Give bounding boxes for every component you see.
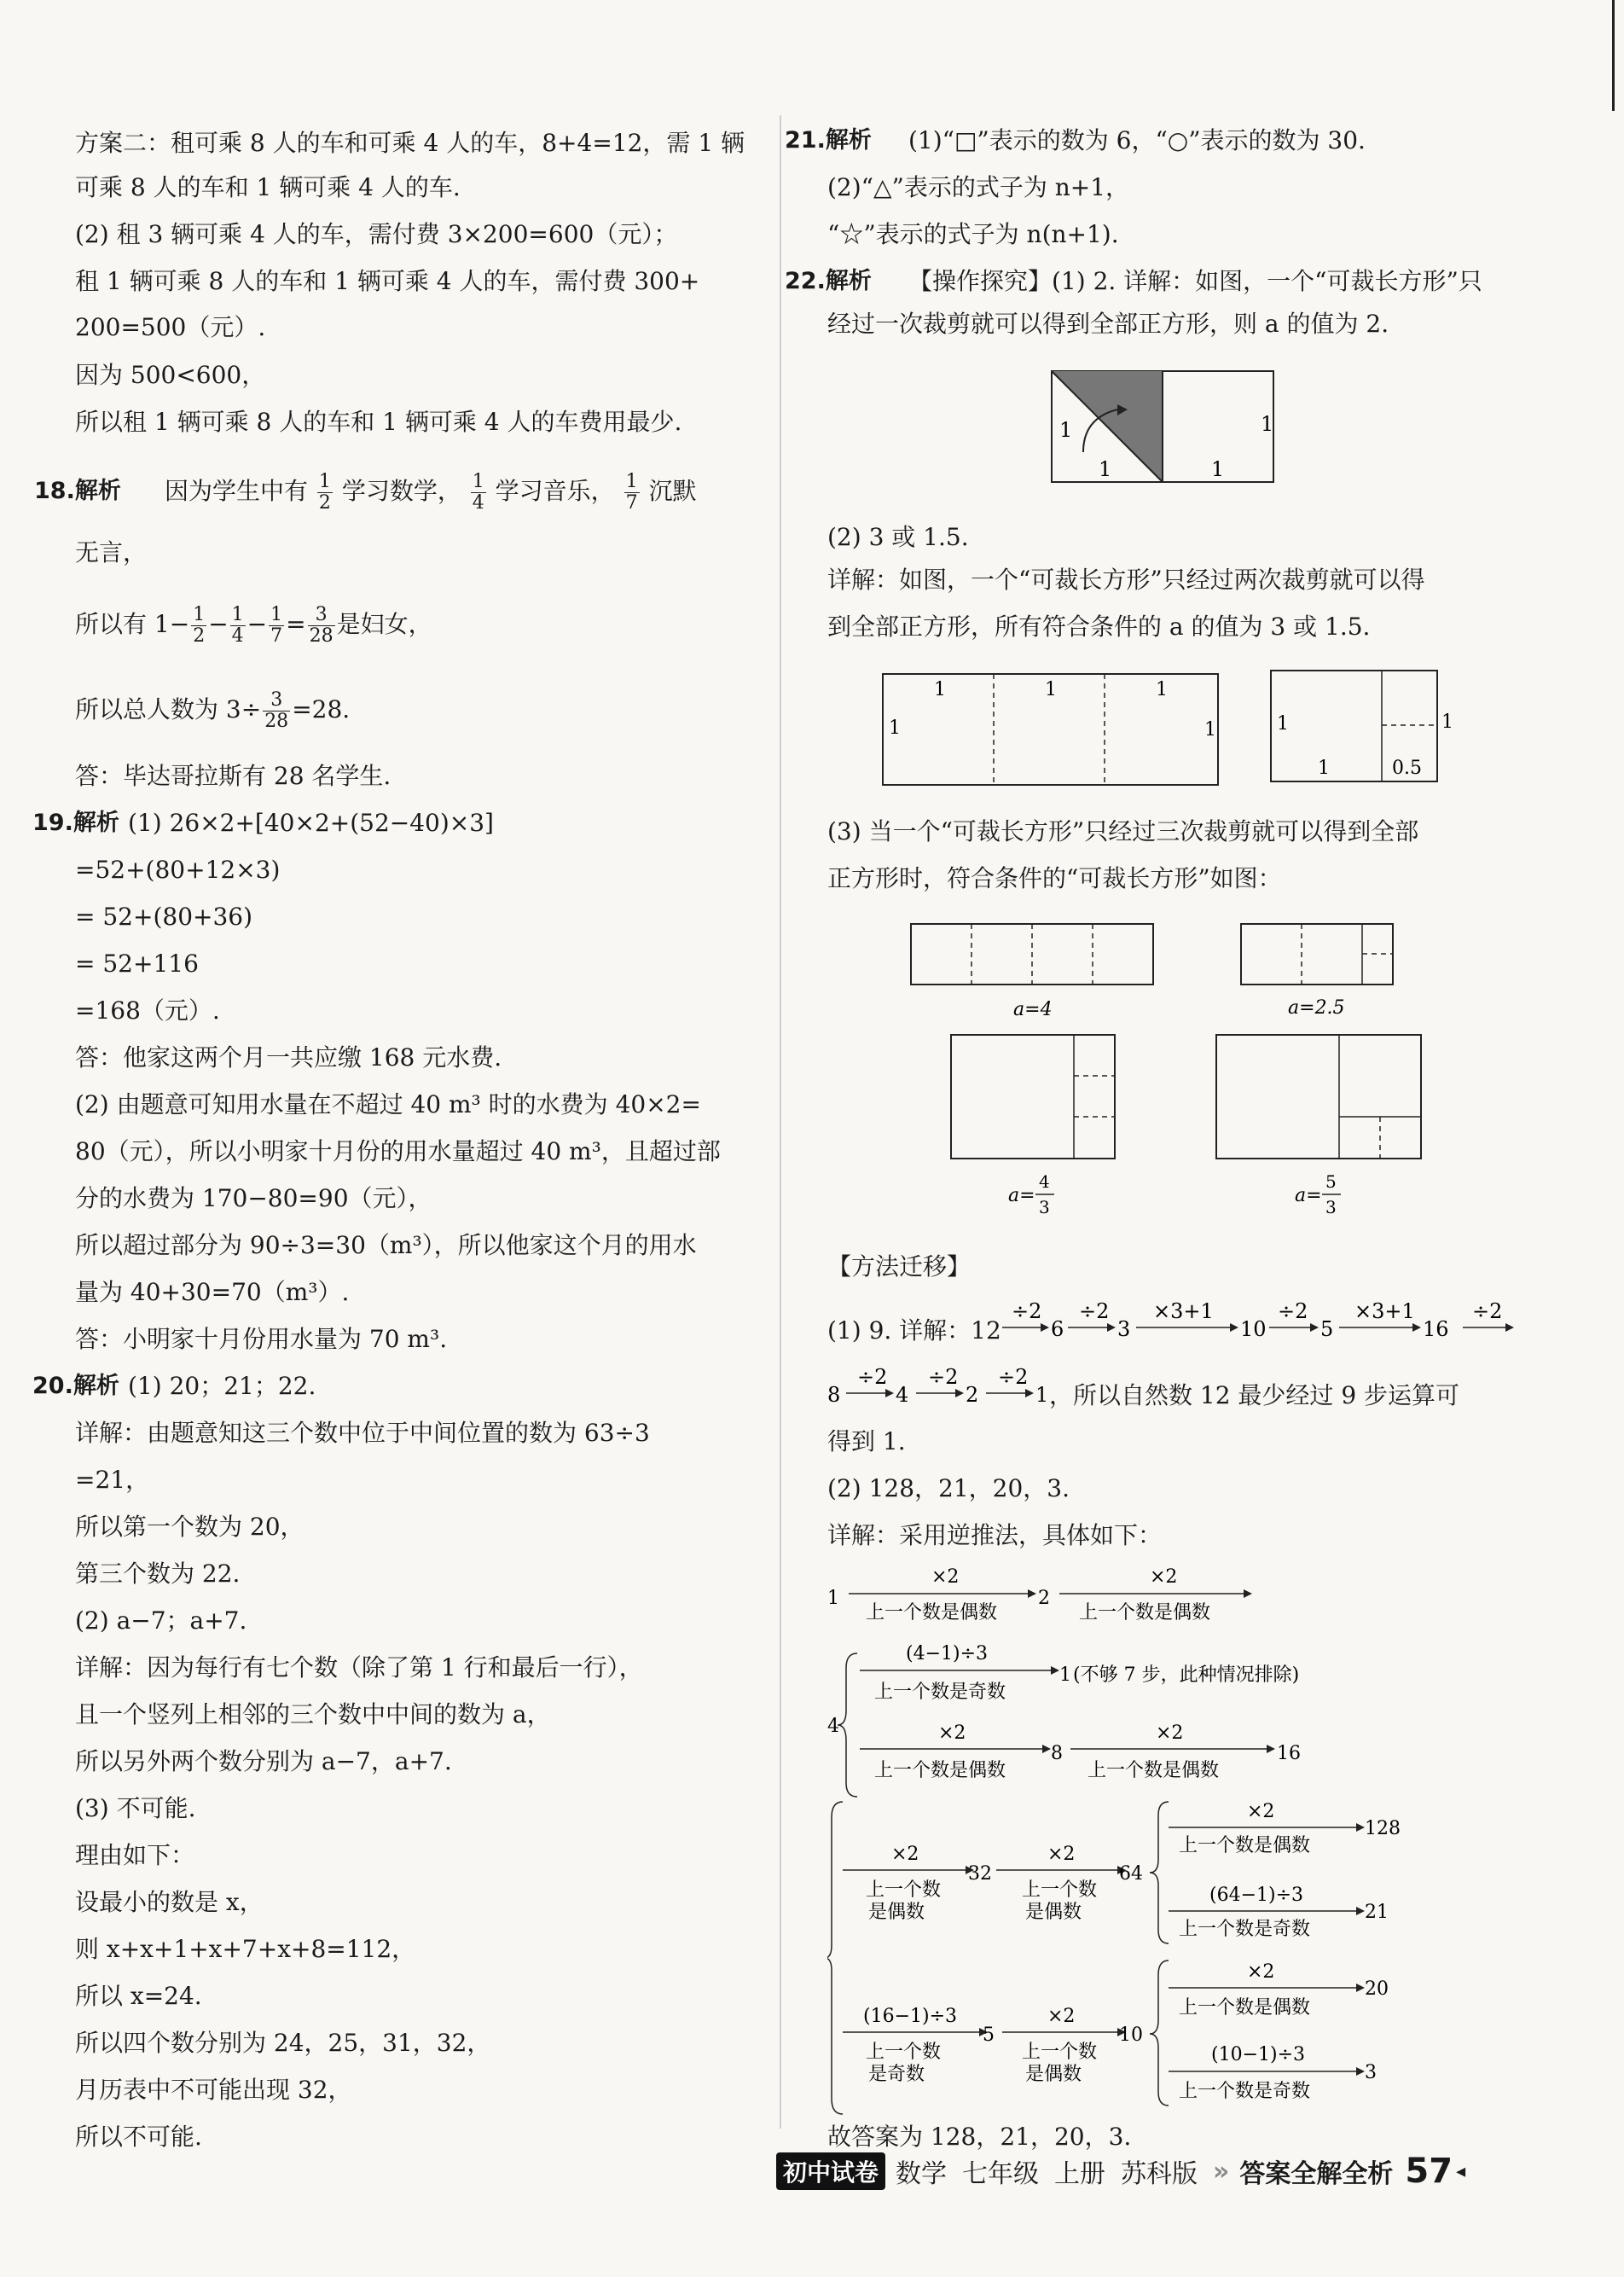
fig2b-label-bottom: 1 bbox=[1318, 758, 1330, 779]
tree-cond: 上一个数是奇数 bbox=[1179, 2081, 1311, 2102]
chain-num: 2 bbox=[966, 1383, 979, 1407]
frac-den: 28 bbox=[264, 711, 289, 732]
tree-arrowhead bbox=[1042, 1745, 1051, 1753]
p20-line-12: 设最小的数是 x， bbox=[75, 1888, 264, 1916]
tree-op: ×2 bbox=[1047, 1844, 1076, 1865]
p19-line-7: (2) 由题意可知用水量在不超过 40 m³ 时的水费为 40×2= bbox=[75, 1090, 701, 1118]
tree-cond: 上一个数是奇数 bbox=[874, 1682, 1006, 1703]
tree-num: 20 bbox=[1365, 1978, 1389, 2000]
triangle-marker-icon: ◂ bbox=[1456, 2160, 1466, 2182]
reverse-inference-tree bbox=[827, 0, 1595, 2277]
footer-grade: 七年级 bbox=[962, 2159, 1040, 2189]
tree-cond-b: 是偶数 bbox=[1025, 2064, 1082, 2085]
p19-line-8: 80（元），所以小明家十月份的用水量超过 40 m³，且超过部 bbox=[75, 1137, 721, 1165]
tree-num: 16 bbox=[1277, 1743, 1301, 1764]
p17-line-6: 因为 500<600， bbox=[75, 361, 266, 389]
fraction-seventh bbox=[624, 472, 640, 514]
fig1-label-right: 1 bbox=[1261, 412, 1274, 436]
chain-num: 6 bbox=[1051, 1317, 1064, 1341]
tree-num: 32 bbox=[968, 1863, 992, 1885]
tree-cond-a: 上一个数 bbox=[866, 1879, 942, 1901]
tree-op: (10−1)÷3 bbox=[1211, 2044, 1306, 2065]
frac-den: 2 bbox=[318, 492, 331, 514]
tree-op: ×2 bbox=[1150, 1566, 1178, 1588]
p20-line-15: 所以四个数分别为 24，25，31，32， bbox=[75, 2029, 491, 2057]
tree-brace-big bbox=[827, 1802, 843, 2114]
tree-op: ×2 bbox=[1047, 2006, 1076, 2027]
chain-op: ÷2 bbox=[928, 1365, 959, 1389]
chain-op: ÷2 bbox=[1278, 1299, 1308, 1323]
frac-num: 1 bbox=[318, 471, 331, 492]
p19-line-1: (1) 26×2+[40×2+(52−40)×3] bbox=[128, 809, 494, 837]
p17-line-2: 可乘 8 人的车和 1 辆可乘 4 人的车. bbox=[75, 173, 461, 201]
chain-num: 8 bbox=[827, 1383, 841, 1407]
p19-line-5: =168（元）. bbox=[75, 996, 220, 1025]
tree-arrowhead bbox=[1356, 2067, 1365, 2076]
frac-num: 1 bbox=[231, 604, 244, 625]
tree-op: ×2 bbox=[1156, 1722, 1184, 1744]
fraction bbox=[269, 605, 284, 647]
fig1-label-left: 1 bbox=[1059, 418, 1073, 442]
p22-line-8: 【方法迁移】 bbox=[827, 1252, 972, 1281]
p22-line-12: (2) 128，21，20，3. bbox=[827, 1474, 1070, 1502]
p20-line-17: 所以不可能. bbox=[75, 2123, 202, 2151]
tree-num: 4 bbox=[827, 1716, 839, 1737]
fig3c-den: 3 bbox=[1039, 1197, 1050, 1217]
fraction bbox=[230, 605, 246, 647]
tree-cond-a: 上一个数 bbox=[1022, 1879, 1098, 1901]
p19-line-9: 分的水费为 170−80=90（元）， bbox=[75, 1184, 432, 1212]
p18-l3-a: 所以有 1− bbox=[75, 610, 190, 638]
p20-line-9: 所以另外两个数分别为 a−7，a+7. bbox=[75, 1747, 452, 1775]
frac-num: 1 bbox=[270, 604, 283, 625]
p20-line-14: 所以 x=24. bbox=[75, 1982, 202, 2010]
p18-line-3 bbox=[75, 594, 432, 655]
p20-line-3: =21， bbox=[75, 1466, 150, 1494]
tree-note: (不够 7 步，此种情况排除) bbox=[1073, 1664, 1300, 1686]
p20-line-1: (1) 20；21；22. bbox=[128, 1372, 316, 1400]
fraction bbox=[263, 690, 290, 732]
tree-op: ×2 bbox=[1247, 1961, 1275, 1983]
minus-sign: − bbox=[246, 610, 268, 638]
fig1-label-bottom-a: 1 bbox=[1099, 457, 1112, 481]
p18-text-a: 因为学生中有 bbox=[165, 477, 309, 505]
chain-op: ×3+1 bbox=[1153, 1299, 1214, 1323]
tree-num: 2 bbox=[1038, 1588, 1050, 1609]
fig2a-label-left: 1 bbox=[889, 717, 901, 739]
fig1-label-bottom-b: 1 bbox=[1211, 457, 1225, 481]
p20-line-8: 且一个竖列上相邻的三个数中中间的数为 a， bbox=[75, 1700, 551, 1728]
fig3d-num: 5 bbox=[1325, 1171, 1337, 1192]
tree-cond: 上一个数是偶数 bbox=[1179, 1997, 1311, 2019]
tree-cond: 上一个数是奇数 bbox=[1179, 1919, 1311, 1940]
p21-line-1: (1)“□”表示的数为 6，“○”表示的数为 30. bbox=[908, 126, 1366, 154]
fraction-quarter bbox=[471, 472, 486, 514]
fig3d-den: 3 bbox=[1325, 1197, 1337, 1217]
p17-line-1: 方案二：租可乘 8 人的车和可乘 4 人的车，8+4=12，需 1 辆 bbox=[75, 129, 745, 157]
tree-num: 21 bbox=[1365, 1902, 1389, 1923]
p18-text-d: 沉默 bbox=[648, 477, 697, 505]
chain-op: ÷2 bbox=[998, 1365, 1029, 1389]
p19-line-12: 答：小明家十月份用水量为 70 m³. bbox=[75, 1325, 448, 1353]
fig2a-label-top-b: 1 bbox=[1045, 679, 1057, 700]
chain-num: 5 bbox=[1320, 1317, 1334, 1341]
column-divider bbox=[780, 115, 781, 2129]
caption-a: a= bbox=[1288, 997, 1315, 1019]
frac-num: 3 bbox=[263, 690, 290, 712]
frac-den: 4 bbox=[472, 492, 484, 514]
p20-line-2: 详解：由题意知这三个数中位于中间位置的数为 63÷3 bbox=[75, 1419, 650, 1447]
p21-label: 21.解析 bbox=[785, 127, 872, 154]
tree-cond: 上一个数是偶数 bbox=[866, 1602, 998, 1624]
p22-line-7: 正方形时，符合条件的“可裁长方形”如图： bbox=[827, 864, 1282, 892]
page-footer bbox=[776, 2150, 1465, 2193]
tree-op: (64−1)÷3 bbox=[1209, 1885, 1304, 1906]
tree-brace bbox=[1150, 1960, 1169, 2106]
tree-num: 64 bbox=[1119, 1863, 1143, 1885]
p20-line-16: 月历表中不可能出现 32， bbox=[75, 2076, 352, 2104]
p20-line-13: 则 x+x+1+x+7+x+8=112， bbox=[75, 1935, 416, 1963]
tree-num: 128 bbox=[1365, 1818, 1401, 1839]
fig2a-label-top-a: 1 bbox=[934, 679, 946, 700]
fig3d-caption-a: a= bbox=[1295, 1185, 1322, 1206]
fig3c-caption-a: a= bbox=[1008, 1185, 1035, 1206]
tree-cond-a: 上一个数 bbox=[1022, 2042, 1098, 2063]
fraction bbox=[191, 605, 206, 647]
tree-brace bbox=[838, 1653, 857, 1797]
fig3c-num: 4 bbox=[1039, 1171, 1050, 1192]
p22-line-11: 得到 1. bbox=[827, 1427, 906, 1455]
tree-arrowhead bbox=[1244, 1589, 1252, 1598]
tree-num: 3 bbox=[1365, 2062, 1377, 2083]
tree-num: 10 bbox=[1119, 2024, 1143, 2046]
p22-line-5: 到全部正方形，所有符合条件的 a 的值为 3 或 1.5. bbox=[827, 613, 1371, 641]
p22-line-2: 经过一次裁剪就可以得到全部正方形，则 a 的值为 2. bbox=[827, 310, 1389, 338]
p19-line-3: = 52+(80+36) bbox=[75, 903, 253, 931]
tree-num: 8 bbox=[1051, 1743, 1063, 1764]
chain-op: ×3+1 bbox=[1354, 1299, 1415, 1323]
equals-sign: = bbox=[286, 610, 306, 638]
p17-line-7: 所以租 1 辆可乘 8 人的车和 1 辆可乘 4 人的车费用最少. bbox=[75, 408, 682, 436]
tree-op: (4−1)÷3 bbox=[906, 1643, 989, 1664]
chain-num: 3 bbox=[1117, 1317, 1131, 1341]
tree-num: 5 bbox=[983, 2024, 995, 2046]
fig2b-label-half: 0.5 bbox=[1392, 758, 1422, 779]
chain-num: 16 bbox=[1423, 1317, 1449, 1341]
fraction bbox=[308, 605, 335, 647]
p17-line-3: (2) 租 3 辆可乘 4 人的车，需付费 3×200=600（元）； bbox=[75, 220, 678, 248]
tree-op: ×2 bbox=[891, 1844, 919, 1865]
p18-l3-b: 是妇女， bbox=[336, 610, 432, 638]
p19-line-2: =52+(80+12×3) bbox=[75, 856, 281, 884]
p22-line-9: (1) 9. 详解：12 bbox=[827, 1316, 1001, 1345]
p18-text-c: 学习音乐， bbox=[495, 477, 615, 505]
tree-arrowhead bbox=[1028, 1589, 1036, 1598]
chain-op: ÷2 bbox=[1079, 1299, 1110, 1323]
tree-arrowhead bbox=[1356, 1907, 1365, 1915]
page-edge-bar bbox=[1612, 0, 1615, 111]
p22-line-1: 【操作探究】(1) 2. 详解：如图，一个“可裁长方形”只 bbox=[908, 267, 1482, 295]
p21-line-3: “☆”表示的式子为 n(n+1). bbox=[827, 220, 1119, 248]
tree-cond-b: 是偶数 bbox=[868, 1902, 925, 1923]
tree-num: 1 bbox=[1059, 1664, 1071, 1686]
tree-op: ×2 bbox=[931, 1566, 960, 1588]
tree-num: 1 bbox=[827, 1588, 839, 1609]
frac-den: 2 bbox=[193, 625, 206, 647]
frac-num: 1 bbox=[472, 471, 484, 492]
p20-label: 20.解析 bbox=[32, 1373, 119, 1399]
caption-value: 4 bbox=[1040, 999, 1053, 1020]
tree-op: ×2 bbox=[1247, 1801, 1275, 1822]
tree-cond: 上一个数是偶数 bbox=[1179, 1835, 1311, 1856]
p19-line-11: 量为 40+30=70（m³）. bbox=[75, 1278, 350, 1306]
frac-den: 7 bbox=[270, 625, 283, 647]
frac-num: 1 bbox=[193, 604, 206, 625]
p20-line-5: 第三个数为 22. bbox=[75, 1560, 241, 1588]
fig2b-label-right: 1 bbox=[1441, 712, 1453, 733]
tree-brace bbox=[1150, 1802, 1169, 1943]
p19-label: 19.解析 bbox=[32, 810, 119, 836]
p22-line-6: (3) 当一个“可裁长方形”只经过三次裁剪就可以得到全部 bbox=[827, 817, 1419, 845]
brand-badge: 初中试卷 bbox=[776, 2152, 885, 2190]
fig2a-label-right: 1 bbox=[1204, 719, 1216, 741]
chevron-right-icon: » bbox=[1213, 2156, 1230, 2187]
p22-line-10: ，所以自然数 12 最少经过 9 步运算可 bbox=[1049, 1381, 1460, 1409]
p18-label: 18.解析 bbox=[34, 478, 121, 504]
tree-op: ×2 bbox=[938, 1722, 966, 1744]
tree-cond-b: 是奇数 bbox=[868, 2064, 925, 2085]
fraction-half bbox=[317, 472, 333, 514]
p22-line-14: 故答案为 128，21，20，3. bbox=[827, 2123, 1132, 2151]
p19-line-10: 所以超过部分为 90÷3=30（m³），所以他家这个月的用水 bbox=[75, 1231, 697, 1259]
p20-line-4: 所以第一个数为 20， bbox=[75, 1513, 304, 1541]
frac-num: 3 bbox=[308, 605, 335, 626]
minus-sign: − bbox=[208, 610, 229, 638]
tree-arrowhead bbox=[1356, 1984, 1365, 1992]
chain-num: 4 bbox=[896, 1383, 909, 1407]
p18-line-4 bbox=[75, 679, 350, 741]
tree-cond: 上一个数是偶数 bbox=[1088, 1760, 1220, 1781]
chain-op: ÷2 bbox=[1472, 1299, 1503, 1323]
p19-line-4: = 52+116 bbox=[75, 950, 199, 978]
p18-l4-b: =28. bbox=[292, 695, 351, 723]
p20-line-11: 理由如下： bbox=[75, 1841, 195, 1869]
p22-label: 22.解析 bbox=[785, 268, 872, 294]
caption-value: 2.5 bbox=[1314, 997, 1345, 1019]
tree-cond-a: 上一个数 bbox=[866, 2042, 942, 2063]
p18-line-5: 答：毕达哥拉斯有 28 名学生. bbox=[75, 762, 392, 790]
p20-line-7: 详解：因为每行有七个数（除了第 1 行和最后一行）， bbox=[75, 1653, 643, 1682]
chain-num: 10 bbox=[1240, 1317, 1267, 1341]
p18-l4-a: 所以总人数为 3÷ bbox=[75, 695, 262, 723]
chain-op: ÷2 bbox=[1012, 1299, 1042, 1323]
tree-op: (16−1)÷3 bbox=[863, 2006, 958, 2027]
p19-line-6: 答：他家这两个月一共应缴 168 元水费. bbox=[75, 1043, 502, 1072]
tree-cond: 上一个数是偶数 bbox=[1079, 1602, 1211, 1624]
p22-line-4: 详解：如图，一个“可裁长方形”只经过两次裁剪就可以得 bbox=[827, 566, 1425, 594]
p18-line-2: 无言， bbox=[75, 538, 148, 566]
tree-arrowhead bbox=[1356, 1823, 1365, 1832]
p18-line-1 bbox=[165, 461, 697, 522]
tree-cond-b: 是偶数 bbox=[1025, 1902, 1082, 1923]
footer-volume: 上册 bbox=[1054, 2159, 1106, 2189]
p20-line-10: (3) 不可能. bbox=[75, 1794, 196, 1822]
frac-den: 28 bbox=[309, 625, 334, 647]
chain-num: 1 bbox=[1035, 1383, 1049, 1407]
tree-cond: 上一个数是偶数 bbox=[874, 1760, 1006, 1781]
p17-line-4: 租 1 辆可乘 8 人的车和 1 辆可乘 4 人的车，需付费 300+ bbox=[75, 267, 700, 295]
p22-line-13: 详解：采用逆推法，具体如下： bbox=[827, 1521, 1163, 1549]
p22-line-3: (2) 3 或 1.5. bbox=[827, 523, 969, 551]
footer-subject: 数学 bbox=[896, 2159, 948, 2189]
footer-edition: 苏科版 bbox=[1121, 2159, 1198, 2189]
page-number: 57 bbox=[1405, 2152, 1453, 2191]
frac-den: 7 bbox=[625, 492, 638, 514]
tree-arrowhead bbox=[1267, 1745, 1275, 1753]
tree-arrowhead bbox=[1051, 1666, 1059, 1675]
caption-a: a= bbox=[1013, 999, 1041, 1020]
p21-line-2: (2)“△”表示的式子为 n+1， bbox=[827, 173, 1130, 201]
p17-line-5: 200=500（元）. bbox=[75, 313, 266, 341]
frac-num: 1 bbox=[625, 471, 638, 492]
frac-den: 4 bbox=[231, 625, 244, 647]
footer-answers: 答案全解全析 bbox=[1239, 2159, 1394, 2189]
p18-text-b: 学习数学， bbox=[341, 477, 461, 505]
fig2a-label-top-c: 1 bbox=[1156, 679, 1168, 700]
right-column bbox=[785, 0, 1595, 2277]
left-column bbox=[32, 0, 757, 2277]
chain-op: ÷2 bbox=[857, 1365, 888, 1389]
p20-line-6: (2) a−7；a+7. bbox=[75, 1606, 247, 1635]
fig2b-label-left: 1 bbox=[1277, 713, 1289, 735]
